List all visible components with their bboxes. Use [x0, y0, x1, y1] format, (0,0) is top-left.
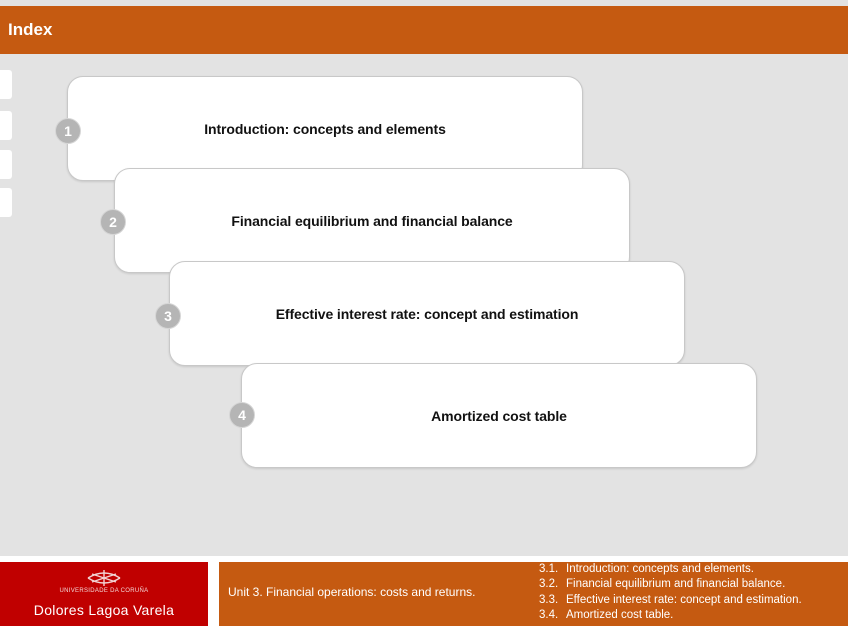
toc-item: 3.1. Introduction: concepts and elements.	[539, 563, 754, 575]
number-badge: 4	[229, 402, 255, 428]
university-name: UNIVERSIDADE DA CORUÑA	[59, 588, 149, 594]
slide-content	[0, 54, 848, 556]
header-bar	[0, 6, 848, 54]
side-tab[interactable]	[0, 188, 12, 217]
page-title: Index	[8, 20, 53, 39]
footer-toc	[539, 562, 802, 624]
card-label: Introduction: concepts and elements	[204, 120, 446, 137]
number-badge: 2	[100, 209, 126, 235]
index-card-3[interactable]	[169, 261, 685, 366]
side-tab[interactable]	[0, 70, 12, 99]
toc-item: 3.2. Financial equilibrium and financial balance.	[539, 578, 786, 591]
card-label: Amortized cost table	[431, 407, 567, 424]
index-card-2[interactable]	[114, 168, 630, 273]
university-emblem-icon	[84, 568, 124, 588]
index-card-4[interactable]	[241, 363, 757, 468]
logo-panel	[0, 562, 208, 626]
number-badge: 1	[55, 118, 81, 144]
footer-info-panel	[219, 562, 848, 626]
number-badge: 3	[155, 303, 181, 329]
card-label: Effective interest rate: concept and estimation	[275, 305, 579, 322]
side-tab[interactable]	[0, 150, 12, 179]
toc-item: 3.3. Effective interest rate: concept and estimation.	[539, 593, 802, 606]
unit-title: Unit 3. Financial operations: costs and returns.	[228, 585, 476, 599]
side-tab[interactable]	[0, 111, 12, 140]
card-label: Financial equilibrium and financial balance	[231, 212, 513, 229]
index-card-1[interactable]	[67, 76, 583, 181]
author-name: Dolores Lagoa Varela	[33, 602, 175, 618]
toc-item: 3.4. Amortized cost table.	[539, 609, 674, 622]
